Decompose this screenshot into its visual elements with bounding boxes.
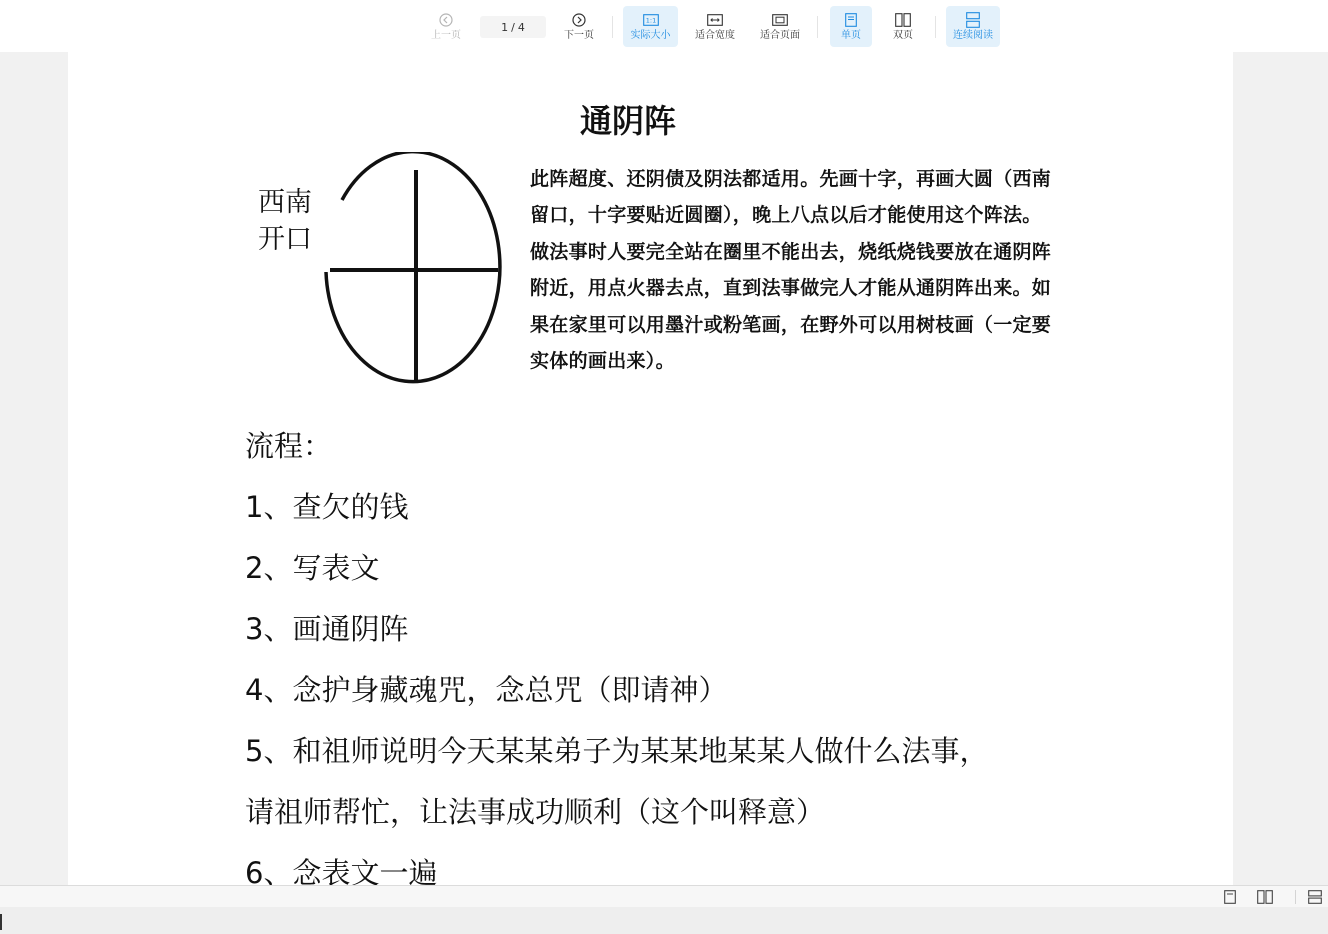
description-line: 此阵超度、还阴债及阴法都适用。先画十字，再画大圆（西南	[530, 168, 1052, 190]
process-step	[245, 849, 1125, 885]
double-page-icon	[894, 12, 912, 28]
process-list	[245, 422, 1125, 885]
continuous-read-button[interactable]	[946, 6, 1000, 47]
double-page-icon[interactable]	[1257, 890, 1273, 904]
step-text: 、念表文一遍	[263, 856, 438, 885]
step-number: 1	[245, 490, 264, 524]
step-text: 、写表文	[263, 551, 380, 585]
step-number: 5	[245, 734, 264, 768]
page-total: 4	[517, 20, 525, 34]
step-text: 、画通阴阵	[263, 612, 409, 646]
fit-page-label: 适合页面	[760, 30, 800, 41]
step-text: 、查欠的钱	[263, 490, 409, 524]
process-step	[245, 727, 1125, 788]
toolbar-divider	[612, 16, 613, 38]
page-indicator[interactable]	[480, 16, 546, 38]
text-caret	[0, 914, 2, 930]
single-page-label: 单页	[841, 30, 861, 41]
actual-size-label: 实际大小	[630, 30, 671, 41]
actual-size-icon-text: 1:1	[645, 16, 656, 25]
step-number: 2	[245, 551, 264, 585]
single-page-icon[interactable]	[1222, 890, 1238, 904]
description-line: 实体的画出来）。	[530, 350, 675, 373]
description-line: 附近，用点火器去点，直到法事做完人才能从通阴阵出来。如	[530, 277, 1052, 300]
page-current[interactable]: 1	[501, 20, 509, 34]
diagram-label	[258, 184, 312, 258]
process-step	[245, 605, 1125, 666]
actual-size-icon	[642, 12, 660, 28]
diagram-label-line2: 开口	[258, 224, 312, 255]
fit-page-button[interactable]	[755, 6, 805, 47]
viewer-toolbar	[0, 0, 1328, 52]
process-step-continuation	[245, 788, 1125, 849]
bottom-strip	[0, 907, 1328, 934]
actual-size-button[interactable]	[623, 6, 678, 47]
diagram-label-line1: 西南	[258, 187, 312, 218]
next-page-button[interactable]	[558, 6, 600, 47]
toolbar-divider	[935, 16, 936, 38]
prev-page-button[interactable]	[426, 6, 466, 47]
statusbar-divider	[1295, 890, 1296, 904]
diagram-circle	[326, 152, 500, 382]
continuous-read-label: 连续阅读	[953, 30, 993, 41]
double-page-label: 双页	[893, 30, 913, 41]
status-bar	[0, 885, 1328, 908]
description-line: 做法事时人要完全站在圈里不能出去，烧纸烧钱要放在通阴阵	[530, 240, 1052, 263]
step-number: 3	[245, 612, 264, 646]
process-step	[245, 666, 1125, 727]
document-page	[68, 52, 1233, 885]
fit-width-label: 适合宽度	[695, 30, 735, 41]
chevron-left-circle-icon	[437, 12, 455, 28]
toolbar-divider	[817, 16, 818, 38]
process-heading: 流程：	[245, 429, 333, 463]
fit-page-icon	[771, 12, 789, 28]
description-text	[530, 161, 1058, 379]
page-separator: /	[511, 20, 515, 34]
step-text: 、念护身藏魂咒，念总咒（即请神）	[263, 673, 728, 707]
description-line: 果在家里可以用墨汁或粉笔画，在野外可以用树枝画（一定要	[530, 313, 1052, 336]
single-page-icon	[842, 12, 860, 28]
description-line: 留口，十字要贴近圆圈），晚上八点以后才能使用这个阵法。	[530, 204, 1042, 227]
fit-width-icon	[706, 12, 724, 28]
single-page-button[interactable]	[830, 6, 872, 47]
next-page-label: 下一页	[564, 30, 594, 41]
step-number: 4	[245, 673, 264, 707]
step-text: 、和祖师说明今天某某弟子为某某地某某人做什么法事，	[263, 734, 989, 768]
process-step	[245, 483, 1125, 544]
step-text: 请祖师帮忙，让法事成功顺利（这个叫释意）	[245, 795, 826, 829]
fit-width-button[interactable]	[690, 6, 740, 47]
continuous-icon[interactable]	[1307, 890, 1323, 904]
document-title: 通阴阵	[579, 102, 676, 140]
continuous-icon	[964, 12, 982, 28]
step-number: 6	[245, 856, 264, 885]
double-page-button[interactable]	[882, 6, 924, 47]
process-step	[245, 544, 1125, 605]
prev-page-label: 上一页	[431, 30, 461, 41]
chevron-right-circle-icon	[570, 12, 588, 28]
